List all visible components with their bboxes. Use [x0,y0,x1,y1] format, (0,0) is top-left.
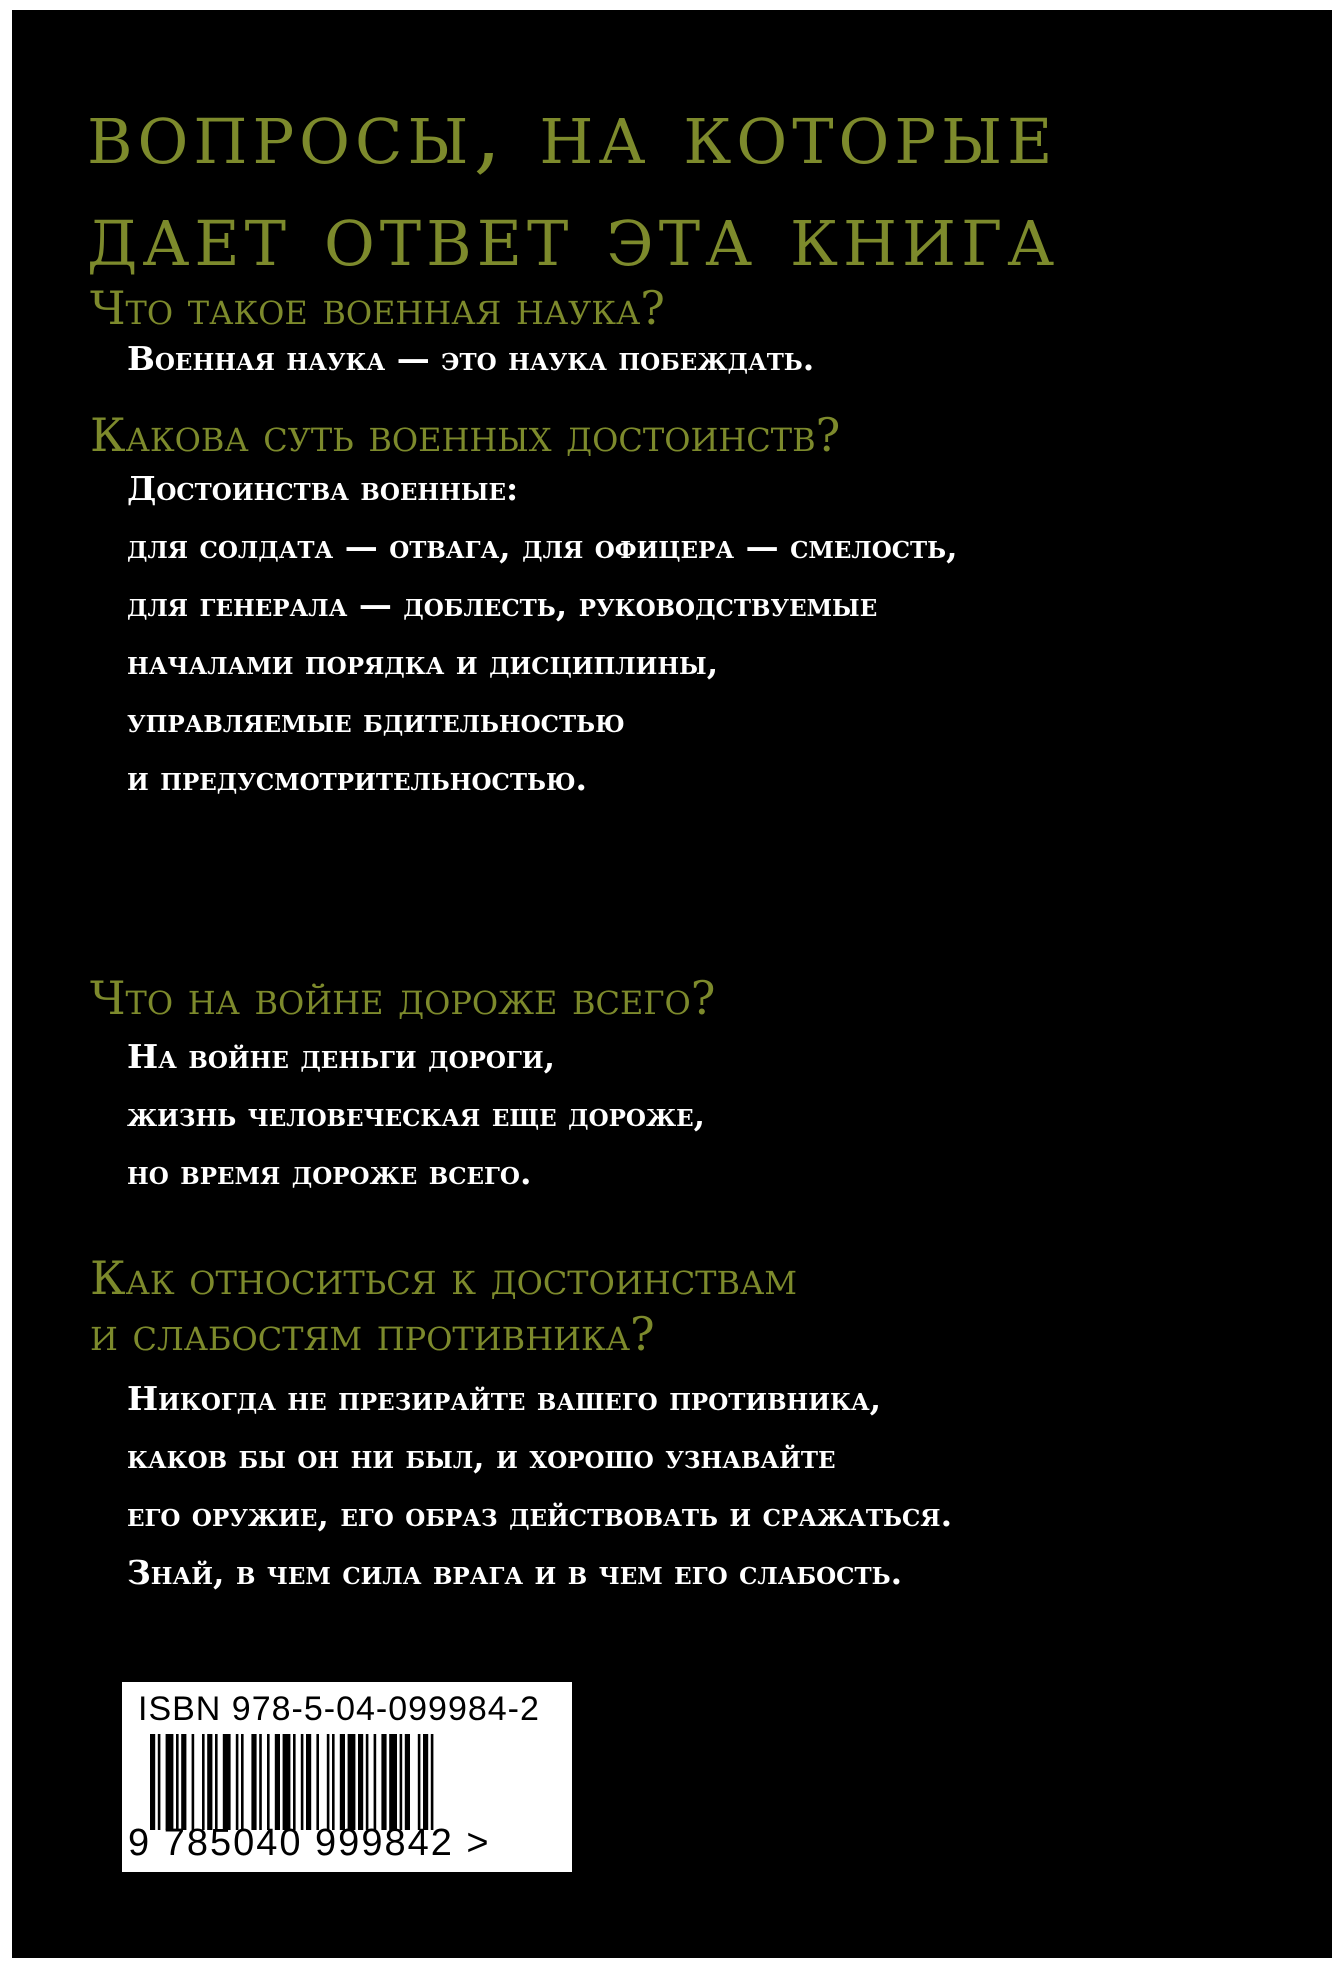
barcode-bar [366,1734,369,1830]
barcode-bar [358,1734,363,1830]
barcode-bar [348,1734,356,1830]
answer-line: но время дороже всего. [127,1153,532,1192]
barcode-bar [275,1734,280,1830]
barcode-bar [293,1734,296,1830]
question-line: и слабостям противника? [90,1307,655,1361]
barcode-bar [418,1734,421,1830]
barcode-digits: 9 785040 999842 > [128,1822,491,1864]
barcode-bar [267,1734,270,1830]
barcode-bar [283,1734,291,1830]
barcode-bar [327,1734,330,1830]
barcode-bar [400,1734,403,1830]
barcode-bar [251,1734,256,1830]
question-line: Какова суть военных достоинств? [90,408,841,462]
barcode-bar [423,1734,428,1830]
barcode-bar [405,1734,410,1830]
heading-line-1: вопросы, на которые [87,81,1058,184]
barcode-bar [158,1734,161,1830]
isbn-barcode-block [122,1682,572,1872]
barcode-bar [207,1734,212,1830]
book-back-cover [12,10,1332,1958]
barcode-bar [223,1734,231,1830]
answer-line: для солдата — отвага, для офицера — смелость, [127,527,958,566]
answer-line: Никогда не презирайте вашего противника, [127,1379,882,1418]
barcode-bar [259,1734,262,1830]
answer-line: управляемые бдительностью [127,701,625,740]
answer-military-science [127,330,814,388]
heading-line-2: дает ответ эта книга [87,183,1060,286]
question-most-valuable [90,970,715,1026]
barcode-bar [236,1734,239,1830]
barcode-image [150,1734,522,1830]
answer-line: его оружие, его образ действовать и сражаться. [127,1495,953,1534]
barcode-bar [374,1734,377,1830]
barcode-bar [389,1734,397,1830]
answer-line: Военная наука — это наука побеждать. [127,339,815,378]
barcode-bar [181,1734,186,1830]
barcode-bar [241,1734,244,1830]
answer-line: каков бы он ни был, и хорошо узнавайте [127,1437,836,1476]
question-line: Что на войне дороже всего? [90,971,716,1025]
question-line: Что такое военная наука? [90,281,665,335]
answer-enemy-strengths [127,1370,952,1602]
barcode-bar [381,1734,386,1830]
isbn-label: ISBN 978-5-04-099984-2 [138,1690,540,1728]
barcode-bar [340,1734,345,1830]
barcode-bar [431,1734,434,1830]
answer-line: для генерала — доблесть, руководствуемые [127,585,878,624]
barcode-bar [202,1734,205,1830]
question-military-virtues [90,407,840,463]
answer-line: Достоинства военные: [127,469,519,508]
barcode-bar [301,1734,304,1830]
answer-military-virtues [127,460,958,808]
cover-heading [87,82,1059,286]
barcode-bar [306,1734,311,1830]
barcode-bar [166,1734,174,1830]
answer-line: началами порядка и дисциплины, [127,643,719,682]
question-line: Как относиться к достоинствам [90,1251,798,1305]
answer-line: жизнь человеческая еще дороже, [127,1095,706,1134]
answer-line: и предусмотрительностью. [127,759,588,798]
barcode-bar [150,1734,155,1830]
question-military-science [90,280,665,336]
question-enemy-strengths [90,1250,797,1362]
barcode-bar [176,1734,179,1830]
barcode-bar [332,1734,335,1830]
answer-most-valuable [127,1028,705,1202]
answer-line: На войне деньги дороги, [127,1037,556,1076]
barcode-bar [192,1734,195,1830]
barcode-bar [215,1734,218,1830]
answer-line: Знай, в чем сила врага и в чем его слабость. [127,1553,903,1592]
barcode-bar [316,1734,319,1830]
